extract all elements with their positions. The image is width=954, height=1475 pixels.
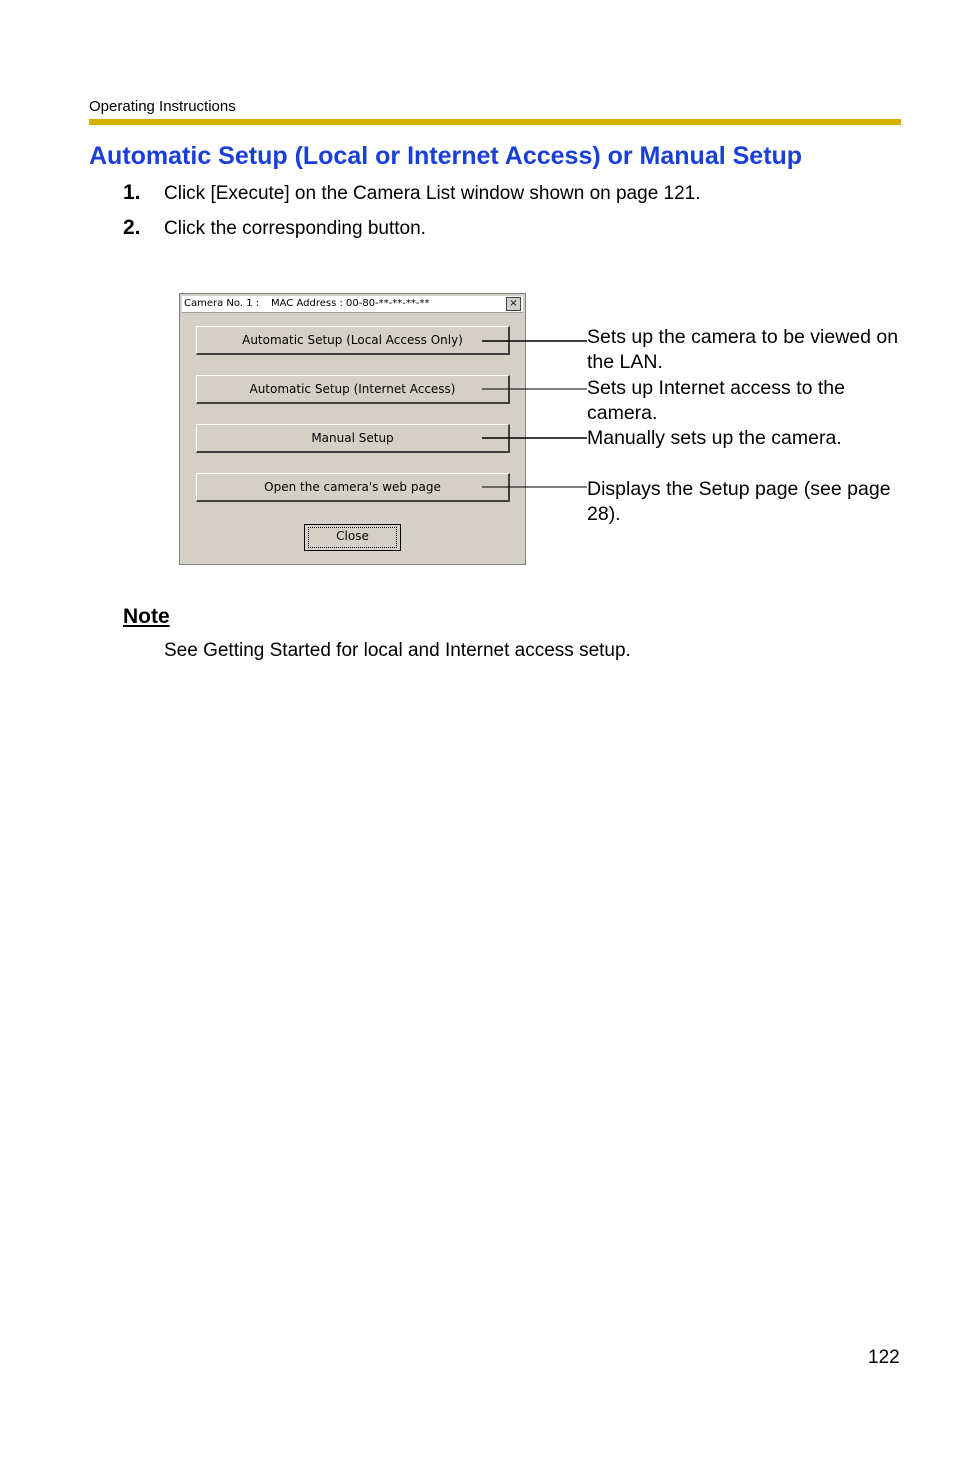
callout-local-access: Sets up the camera to be viewed on the LAN. (587, 326, 899, 373)
note-text: See Getting Started for local and Internet access setup. (164, 640, 631, 661)
close-button-label: Close (336, 529, 369, 543)
manual-setup-button[interactable]: Manual Setup (196, 424, 510, 453)
automatic-setup-internet-button[interactable]: Automatic Setup (Internet Access) (196, 375, 510, 404)
page-number: 122 (868, 1347, 900, 1368)
mac-address-label: MAC Address : 00-80-**-**-**-** (271, 298, 430, 309)
callout-web-page: Displays the Setup page (see page 28). (587, 478, 891, 525)
callout-manual-setup: Manually sets up the camera. (587, 427, 842, 449)
camera-number-label: Camera No. 1 : (184, 298, 260, 309)
automatic-setup-local-button[interactable]: Automatic Setup (Local Access Only) (196, 326, 510, 355)
running-header: Operating Instructions (89, 98, 236, 115)
step-text: Click [Execute] on the Camera List window shown on page 121. (164, 183, 701, 204)
section-title: Automatic Setup (Local or Internet Access) or Manual Setup (89, 142, 803, 170)
open-web-page-button[interactable]: Open the camera's web page (196, 473, 510, 502)
close-icon[interactable]: × (506, 297, 521, 311)
note-heading: Note (123, 605, 170, 628)
step-number: 1. (123, 181, 141, 204)
step-text: Click the corresponding button. (164, 218, 426, 239)
step-number: 2. (123, 216, 141, 239)
callout-internet-access: Sets up Internet access to the camera. (587, 377, 845, 424)
